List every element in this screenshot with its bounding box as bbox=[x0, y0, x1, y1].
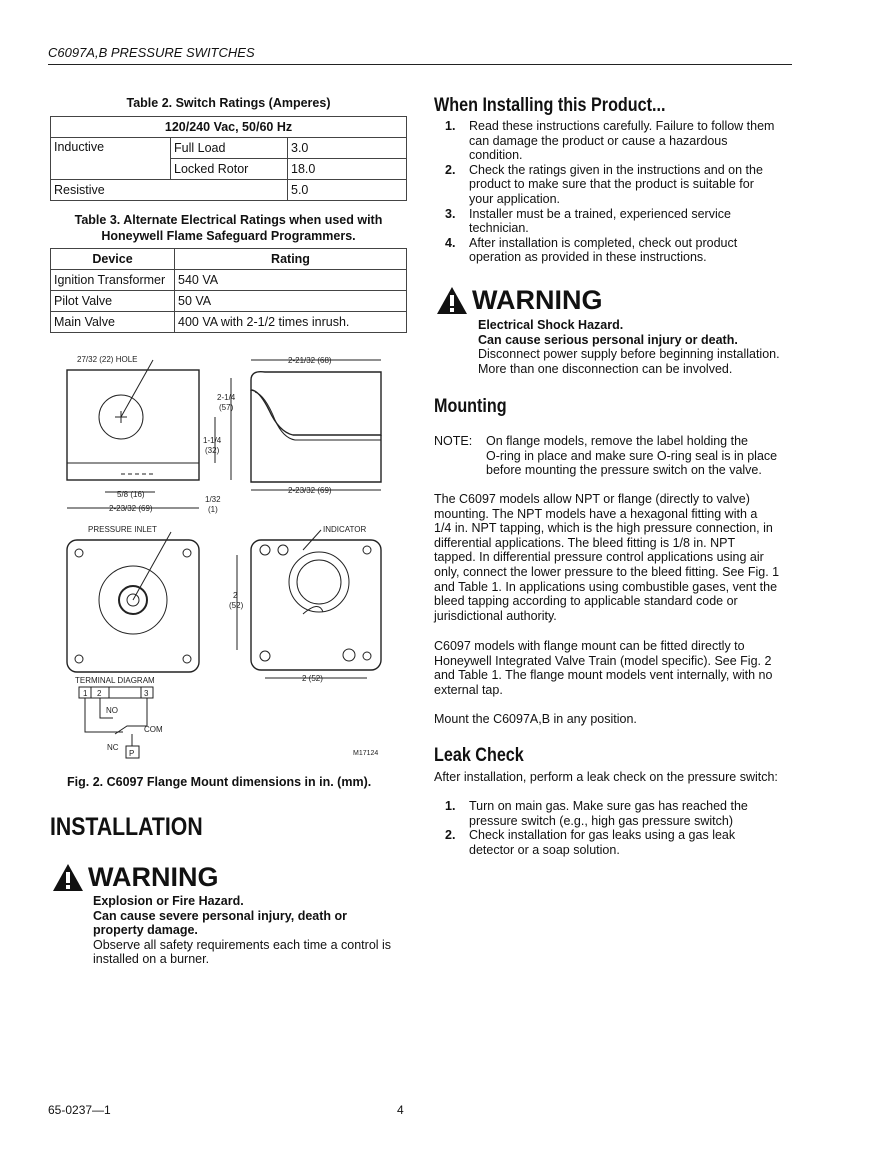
list-line: After installation is completed, check out product bbox=[469, 235, 738, 250]
list-number: 2. bbox=[445, 828, 456, 843]
table2-header-row bbox=[51, 117, 407, 138]
table-row bbox=[51, 312, 407, 333]
warning-consequence: Can cause severe personal injury, death or bbox=[93, 908, 348, 923]
installation-warning-title bbox=[52, 862, 219, 893]
warning-hazard: Electrical Shock Hazard. bbox=[478, 318, 624, 332]
mounting-paragraph-1 bbox=[434, 492, 794, 623]
warning-icon bbox=[436, 286, 468, 315]
table3-cell: 540 VA bbox=[175, 270, 407, 291]
indicator-label: INDICATOR bbox=[323, 525, 367, 534]
paragraph-line: and Table 1. The flange mount models vent internally, with no bbox=[434, 668, 773, 683]
list-item bbox=[434, 163, 794, 207]
list-line: Check installation for gas leaks using a gas leak bbox=[469, 828, 736, 843]
list-item bbox=[434, 207, 794, 236]
leak-check-intro: After installation, perform a leak check on the pressure switch: bbox=[434, 770, 778, 784]
figure-caption: Fig. 2. C6097 Flange Mount dimensions in in. (mm). bbox=[67, 775, 372, 789]
no-label: NO bbox=[106, 706, 118, 715]
dim-label: 2-23/32 (69) bbox=[109, 504, 153, 513]
table2-cell: 18.0 bbox=[288, 159, 407, 180]
hole-leader bbox=[121, 360, 153, 417]
dim-label: (1) bbox=[208, 505, 218, 514]
warning-instruction: installed on a burner. bbox=[93, 952, 210, 967]
paragraph-line: mounting. The NPT models have a hexagonal fitting with a bbox=[434, 506, 758, 521]
list-line: Check the ratings given in the instructions and on the bbox=[469, 162, 763, 177]
terminal-1: 1 bbox=[83, 689, 88, 698]
table-row bbox=[51, 291, 407, 312]
table3-cell: 400 VA with 2-1/2 times inrush. bbox=[175, 312, 407, 333]
screw-hole bbox=[75, 549, 83, 557]
side-view-contour bbox=[255, 392, 381, 440]
note-label: NOTE: bbox=[434, 434, 473, 448]
paragraph-line: and Table 1. In applications using combustible gases, vent the bbox=[434, 579, 778, 594]
warning-consequence: property damage. bbox=[93, 923, 198, 938]
table3 bbox=[50, 248, 407, 333]
table3-caption bbox=[50, 212, 407, 244]
table3-col-device: Device bbox=[51, 249, 175, 270]
installation-heading: INSTALLATION bbox=[50, 813, 203, 841]
list-line: your application. bbox=[469, 191, 561, 206]
list-line: can damage the product or cause a hazardous bbox=[469, 133, 728, 148]
list-item bbox=[434, 119, 794, 163]
nc-label: NC bbox=[107, 743, 119, 752]
terminal-block bbox=[79, 687, 153, 698]
dim-label: 1/32 bbox=[205, 495, 221, 504]
page-number: 4 bbox=[397, 1103, 404, 1117]
list-line: condition. bbox=[469, 148, 523, 163]
screw-head bbox=[363, 652, 371, 660]
dim-label: 2-21/32 (68) bbox=[288, 356, 332, 365]
leak-check-heading: Leak Check bbox=[434, 745, 524, 766]
note-line: O-ring in place and make sure O-ring seal is in place bbox=[486, 448, 778, 463]
dim-label: (57) bbox=[219, 403, 234, 412]
terminal-diagram-label: TERMINAL DIAGRAM bbox=[75, 676, 155, 685]
table2-cell: 3.0 bbox=[288, 138, 407, 159]
indicator-pointer bbox=[303, 606, 323, 614]
when-installing-heading: When Installing this Product... bbox=[434, 95, 666, 116]
warning-icon bbox=[52, 863, 84, 892]
screw-hole bbox=[183, 549, 191, 557]
dim-label: 2-23/32 (69) bbox=[288, 486, 332, 495]
mounting-paragraph-3: Mount the C6097A,B in any position. bbox=[434, 712, 637, 726]
document-number: 65-0237—1 bbox=[48, 1103, 111, 1117]
paragraph-line: C6097 models with flange mount can be fitted directly to bbox=[434, 639, 745, 653]
table3-cell: Pilot Valve bbox=[51, 291, 175, 312]
paragraph-line: jurisdictional authority. bbox=[434, 608, 557, 623]
list-item bbox=[434, 799, 794, 828]
warning-instruction: Observe all safety requirements each time a control is bbox=[93, 937, 392, 952]
table3-cell: Main Valve bbox=[51, 312, 175, 333]
screw-hole bbox=[75, 655, 83, 663]
list-number: 2. bbox=[445, 162, 456, 177]
table3-col-rating: Rating bbox=[175, 249, 407, 270]
dim-hole-label: 27/32 (22) HOLE bbox=[77, 355, 138, 364]
running-header: C6097A,B PRESSURE SWITCHES bbox=[48, 45, 255, 60]
list-line: pressure switch (e.g., high gas pressure switch) bbox=[469, 813, 733, 828]
paragraph-line: The C6097 models allow NPT or flange (directly to valve) bbox=[434, 492, 750, 506]
list-line: operation as provided in these instructions. bbox=[469, 250, 707, 265]
side-view-cover bbox=[251, 372, 381, 435]
warning-instruction: Disconnect power supply before beginning installation. bbox=[478, 347, 780, 362]
table-row bbox=[51, 270, 407, 291]
dim-label: 5/8 (16) bbox=[117, 490, 145, 499]
list-line: detector or a soap solution. bbox=[469, 842, 620, 857]
warning-word: WARNING bbox=[88, 862, 219, 892]
table2-cell: Resistive bbox=[51, 180, 288, 201]
flange-mount-dimension-drawing bbox=[55, 350, 395, 765]
note-line: On flange models, remove the label holding the bbox=[486, 434, 748, 448]
mounting-heading: Mounting bbox=[434, 396, 507, 417]
table3-caption-line: Honeywell Flame Safeguard Programmers. bbox=[101, 229, 356, 243]
warning-consequence: Can cause serious personal injury or death. bbox=[478, 332, 738, 347]
paragraph-line: external tap. bbox=[434, 682, 503, 697]
list-line: product to make sure that the product is suitable for bbox=[469, 177, 754, 192]
screw-hole bbox=[183, 655, 191, 663]
terminal-3: 3 bbox=[144, 689, 149, 698]
list-number: 4. bbox=[445, 235, 456, 250]
indicator-dial bbox=[289, 552, 349, 612]
table2 bbox=[50, 116, 407, 201]
list-item bbox=[434, 236, 794, 265]
indicator-dial-inner bbox=[297, 560, 341, 604]
dim-label: (52) bbox=[229, 601, 244, 610]
screw-head bbox=[260, 545, 270, 555]
table2-cell: Inductive bbox=[51, 138, 171, 180]
screw-head bbox=[260, 651, 270, 661]
electrical-warning-title bbox=[436, 285, 603, 316]
table3-caption-line: Table 3. Alternate Electrical Ratings when used with bbox=[74, 213, 383, 227]
paragraph-line: differential applications. The bleed fitting is 1/8 in. NPT bbox=[434, 535, 736, 550]
table2-cell: Locked Rotor bbox=[171, 159, 288, 180]
dim-label: 1-1/4 bbox=[203, 436, 222, 445]
table-row bbox=[51, 138, 407, 159]
screw-head bbox=[363, 546, 371, 554]
warning-word: WARNING bbox=[472, 285, 603, 315]
screw-head bbox=[278, 545, 288, 555]
side-view-body bbox=[251, 390, 381, 482]
list-line: Read these instructions carefully. Failure to follow them bbox=[469, 119, 775, 133]
terminal-2: 2 bbox=[97, 689, 102, 698]
inlet-label: PRESSURE INLET bbox=[88, 525, 157, 534]
mounting-note bbox=[434, 434, 794, 478]
when-installing-list bbox=[434, 119, 794, 265]
dim-label: 2 (52) bbox=[302, 674, 323, 683]
list-line: technician. bbox=[469, 221, 529, 236]
table3-header-row bbox=[51, 249, 407, 270]
table2-header: 120/240 Vac, 50/60 Hz bbox=[51, 117, 407, 138]
p-label: P bbox=[129, 749, 135, 758]
leak-check-list bbox=[434, 799, 794, 857]
wire-com bbox=[115, 698, 147, 734]
paragraph-line: tapped. In differential pressure control applications using air bbox=[434, 550, 764, 565]
warning-instruction: More than one disconnection can be involved. bbox=[478, 361, 733, 376]
list-item bbox=[434, 828, 794, 857]
paragraph-line: 1/4 in. NPT tapping, which is the high pressure connection, in bbox=[434, 521, 773, 536]
drawing-code: M17124 bbox=[353, 750, 379, 757]
dim-label: 2-1/4 bbox=[217, 393, 236, 402]
table2-caption: Table 2. Switch Ratings (Amperes) bbox=[126, 96, 331, 110]
list-number: 3. bbox=[445, 206, 456, 221]
dim-label: (32) bbox=[205, 446, 220, 455]
com-label: COM bbox=[144, 725, 163, 734]
wire-nc bbox=[85, 698, 123, 732]
note-line: before mounting the pressure switch on the valve. bbox=[486, 463, 762, 478]
list-line: Turn on main gas. Make sure gas has reached the bbox=[469, 799, 748, 813]
installation-warning-body bbox=[93, 894, 413, 967]
paragraph-line: Honeywell Integrated Valve Train (model specific). See Fig. 2 bbox=[434, 653, 772, 668]
screw-head bbox=[343, 649, 355, 661]
header-rule bbox=[48, 64, 792, 65]
table2-cell: Full Load bbox=[171, 138, 288, 159]
list-line: Installer must be a trained, experienced service bbox=[469, 206, 731, 221]
paragraph-line: only, connect the lower pressure to the bleed fitting. See Fig. 1 bbox=[434, 564, 780, 579]
warning-hazard: Explosion or Fire Hazard. bbox=[93, 894, 244, 908]
paragraph-line: bleed tapping according to applicable standard code or bbox=[434, 594, 738, 609]
top-view-body bbox=[251, 540, 381, 670]
list-number: 1. bbox=[445, 119, 456, 133]
table3-cell: Ignition Transformer bbox=[51, 270, 175, 291]
table2-cell: 5.0 bbox=[288, 180, 407, 201]
dim-label: 2 bbox=[233, 591, 238, 600]
list-number: 1. bbox=[445, 799, 456, 813]
mounting-paragraph-2 bbox=[434, 639, 794, 697]
table3-cell: 50 VA bbox=[175, 291, 407, 312]
electrical-warning-body bbox=[478, 318, 798, 376]
table-row bbox=[51, 180, 407, 201]
